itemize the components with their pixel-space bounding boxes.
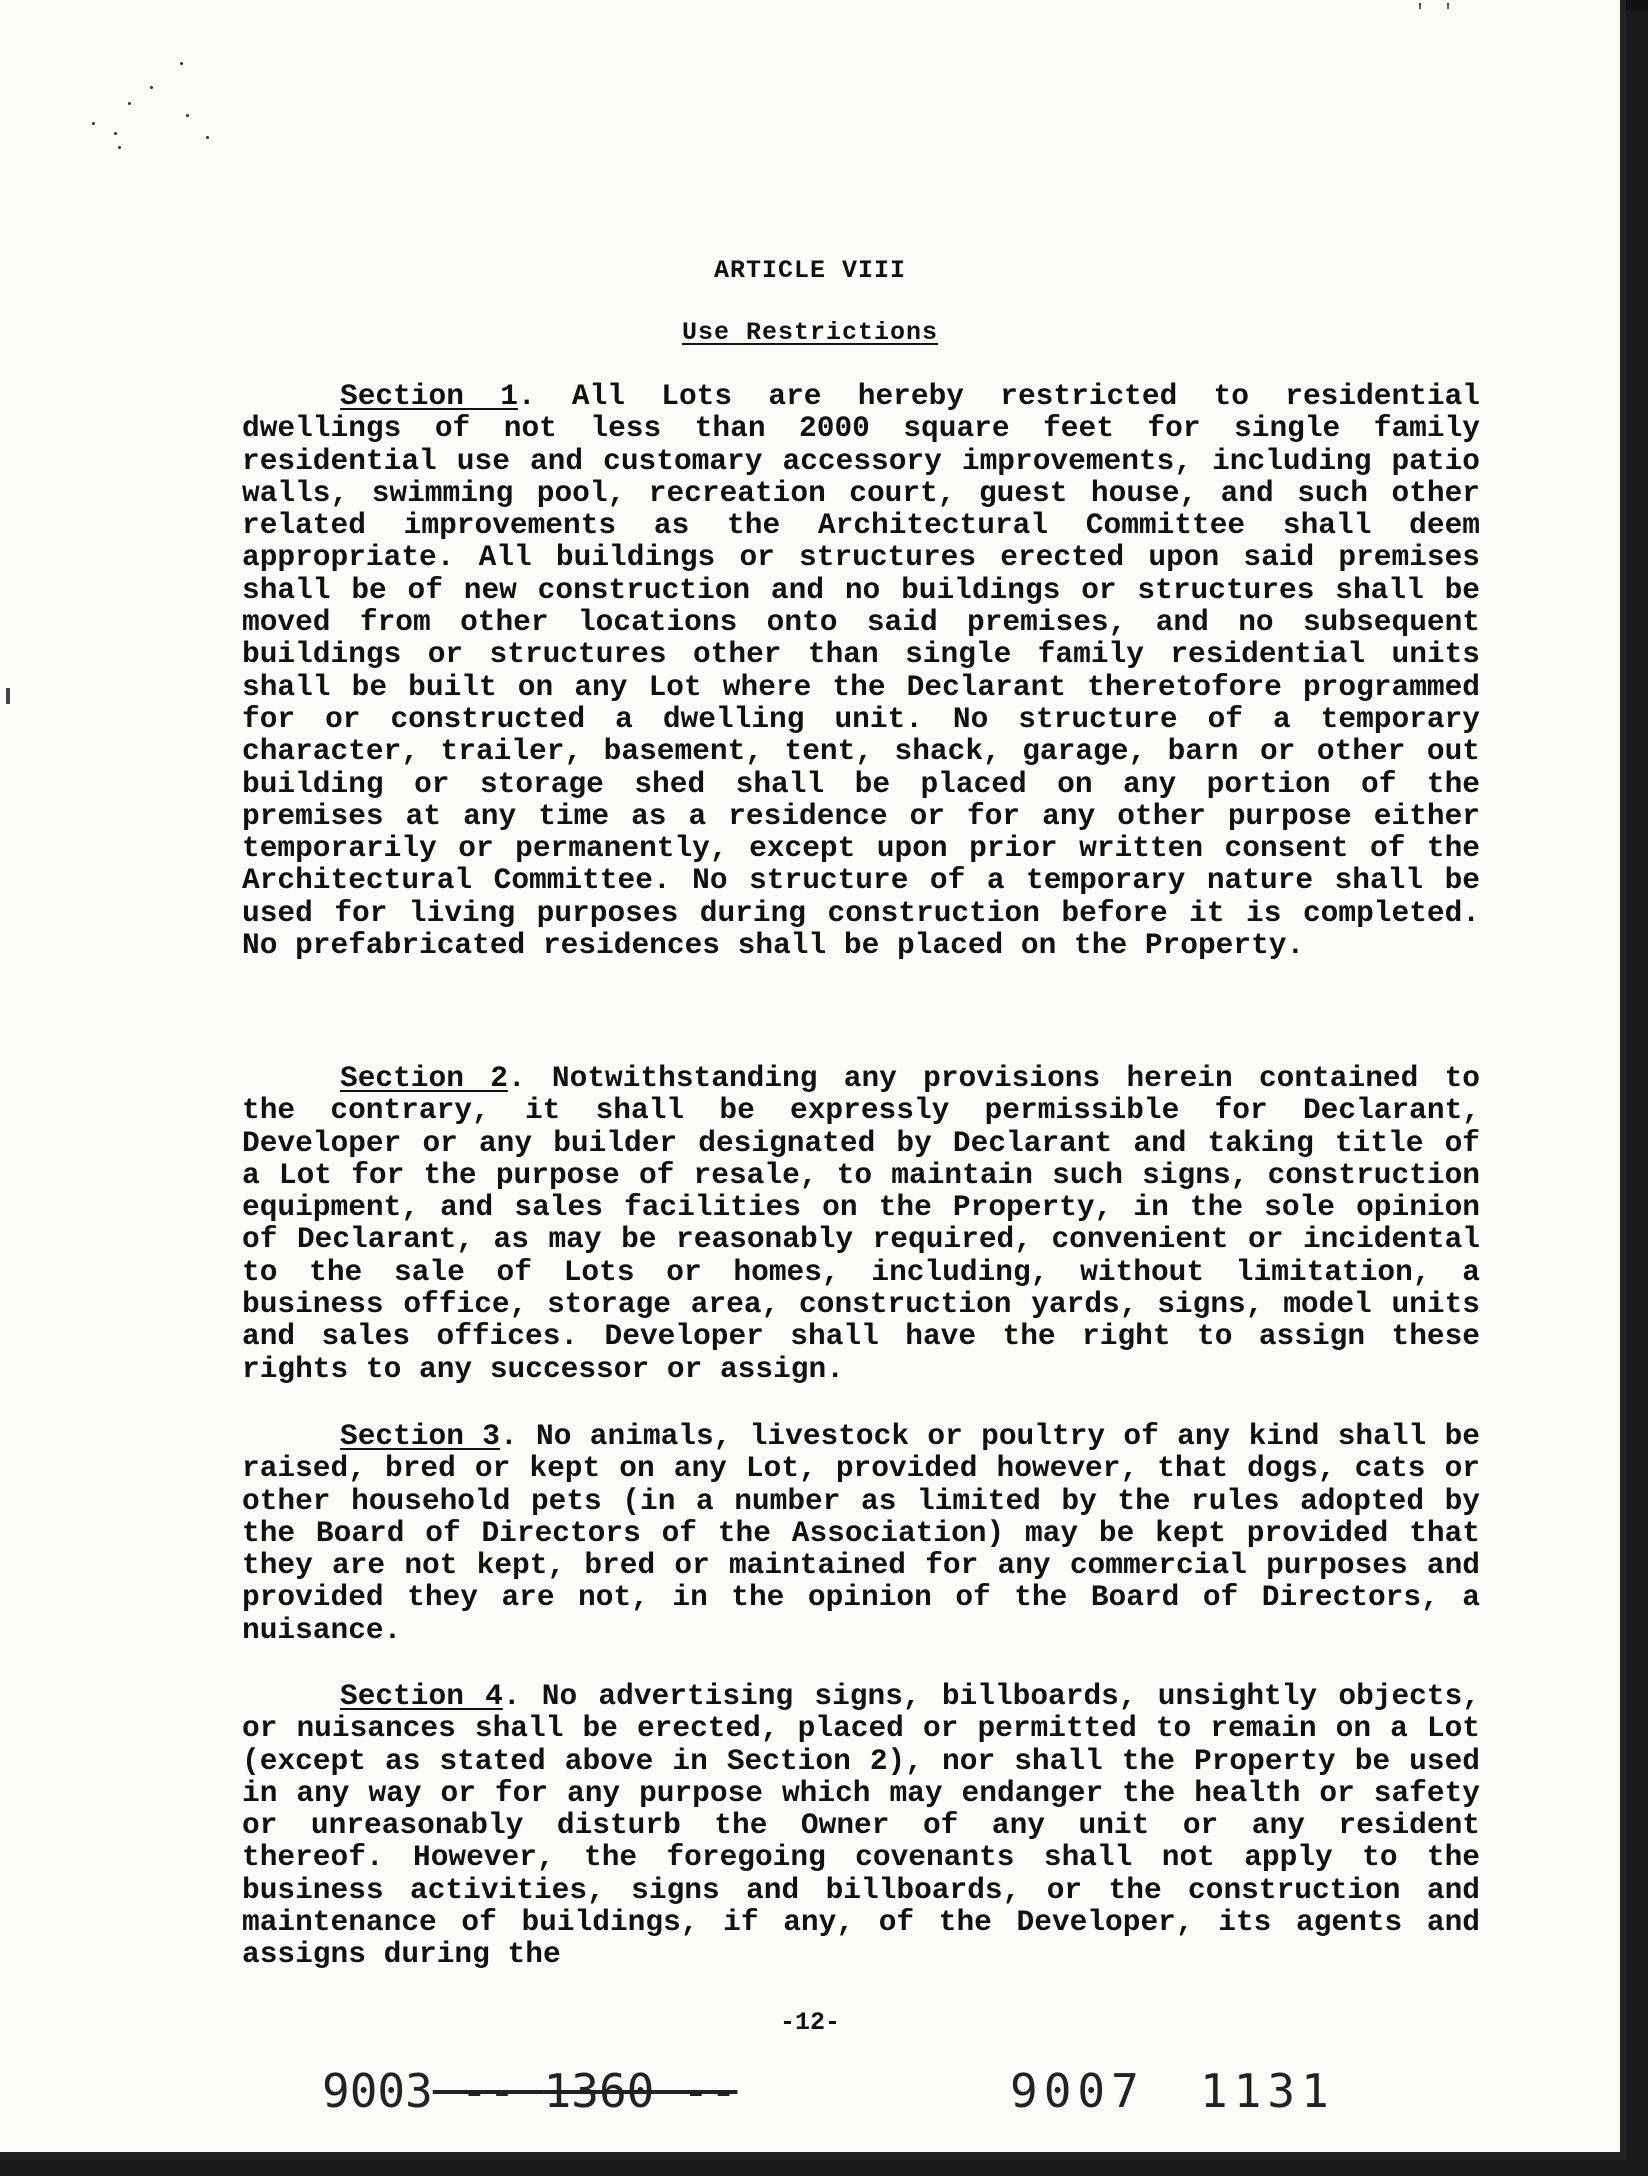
recording-stamp-right-a: 9007 <box>1010 2064 1145 2118</box>
section-3-paragraph <box>242 1420 1480 1646</box>
scan-corner-mark: ' ' <box>1414 2 1457 25</box>
section-4-paragraph <box>242 1680 1480 1971</box>
section-1-paragraph <box>242 380 1480 961</box>
section-3-label: Section 3 <box>340 1419 500 1453</box>
section-2-text: . Notwithstanding any provisions herein contained to the contrary, it shall be expressly permissible for Declarant, Developer or any builder designated by Declarant and taking title of a Lot for the purpose of resale, to maintain such signs, construction equipment, and sales facilities on the Property, in the sole opinion of Declarant, as may be reasonably required, convenient or incidental to the sale of Lots or homes, including, without limitation, a business office, storage area, construction yards, signs, model units and sales offices. Developer shall have the right to assign these rights to any successor or assign. <box>242 1061 1480 1386</box>
scan-margin-mark <box>6 688 10 704</box>
stamp-left-number-b: 1360 <box>543 2064 655 2118</box>
section-2-label: Section 2 <box>340 1061 508 1095</box>
section-3-text: . No animals, livestock or poultry of any kind shall be raised, bred or kept on any Lot, provided however, that dogs, cats or other household pets (in a number as limited by the rules adopted by the Board of Directors of the Association) may be kept provided that they are not kept, bred or maintained for any commercial purposes and provided they are not, in the opinion of the Board of Directors, a nuisance. <box>242 1419 1480 1647</box>
section-1-label: Section 1 <box>340 379 518 413</box>
recording-stamp-left: 9003 -- 1360 -- <box>322 2064 738 2118</box>
page-number: -12- <box>779 2008 840 2037</box>
section-1-text: . All Lots are hereby restricted to residential dwellings of not less than 2000 square feet for single family residential use and customary accessory improvements, including patio walls, swimming pool, recreation court, guest house, and such other related improvements as the Architectural Committee shall deem appropriate. All buildings or structures erected upon said premises shall be of new construction and no buildings or structures shall be moved from other locations onto said premises, and no subsequent buildings or structures other than single family residential units shall be built on any Lot where the Declarant theretofore programmed for or constructed a dwelling unit. No structure of a temporary character, trailer, basement, tent, shack, garage, barn or other out building or storage shed shall be placed on any portion of the premises at any time as a residence or for any other purpose either temporarily or permanently, except upon prior written consent of the Architectural Committee. No structure of a temporary nature shall be used for living purposes during construction before it is completed. No prefabricated residences shall be placed on the Property. <box>242 379 1480 963</box>
stamp-left-number-a: 9003 <box>322 2064 433 2118</box>
scan-specks <box>88 56 228 156</box>
recording-stamp-right-b: 1131 <box>1200 2064 1335 2118</box>
article-title: ARTICLE VIII <box>713 256 907 285</box>
section-4-label: Section 4 <box>340 1679 503 1713</box>
section-2-paragraph <box>242 1062 1480 1385</box>
article-subtitle: Use Restrictions <box>681 318 939 347</box>
section-4-text: . No advertising signs, billboards, unsightly objects, or nuisances shall be erected, placed or permitted to remain on a Lot (except as stated above in Section 2), nor shall the Property be used in any way or for any purpose which may endanger the health or safety or unreasonably disturb the Owner of any unit or any resident thereof. However, the foregoing covenants shall not apply to the business activities, signs and billboards, or the construction and maintenance of buildings, if any, of the Developer, its agents and assigns during the <box>242 1679 1480 1972</box>
